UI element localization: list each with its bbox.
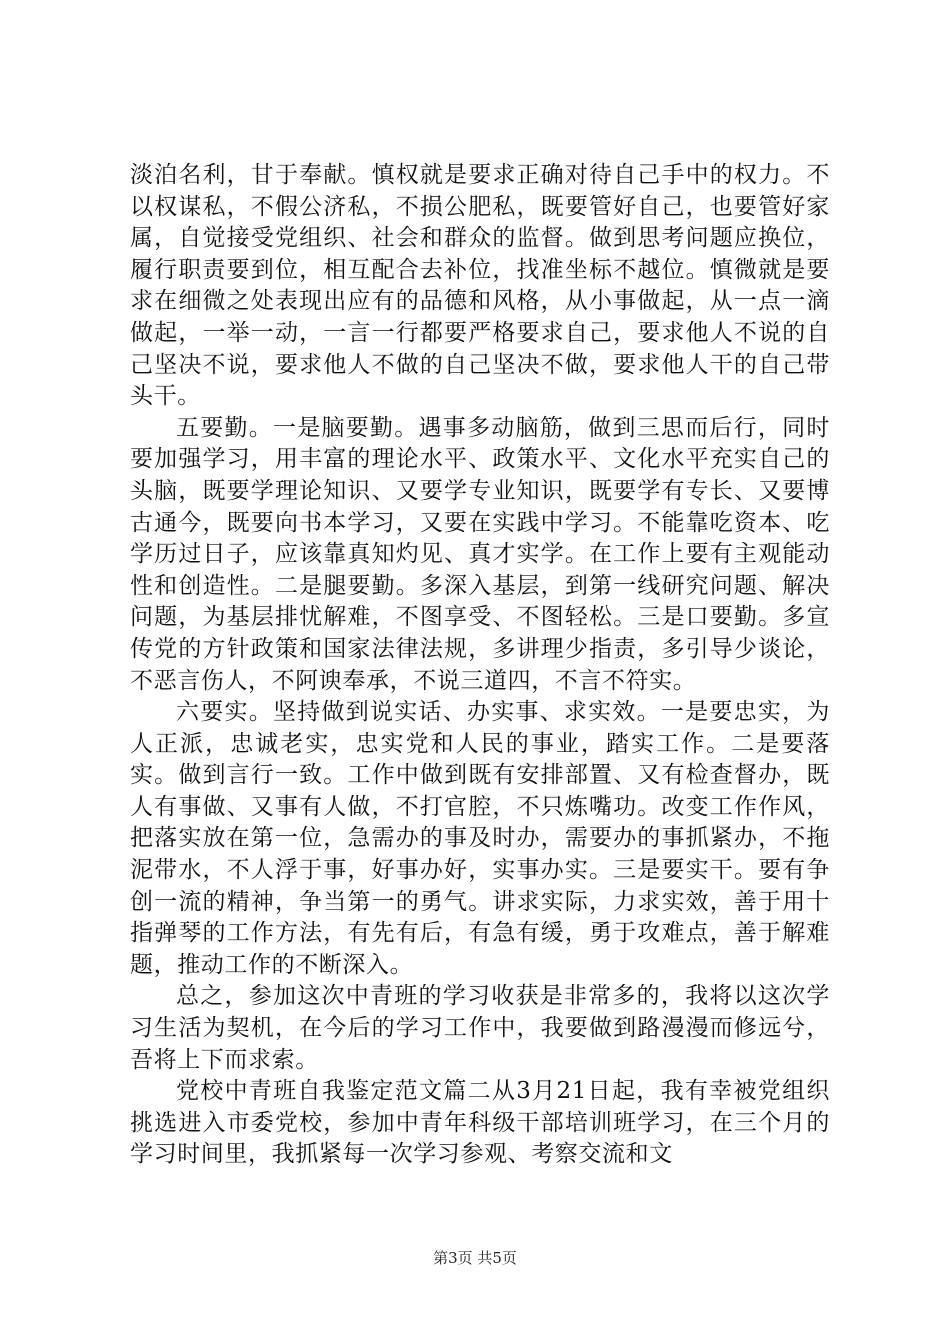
paragraph-wu-yao-qin: 五要勤。一是脑要勤。遇事多动脑筋，做到三思而后行，同时要加强学习，用丰富的理论水平、政策水平、文化水平充实自己的头脑，既要学理论知识、又要学专业知识，既要学有专长、又要博古通今，既要向书本学习，又要在实践中学习。不能靠吃资本、吃学历过日子，应该靠真知灼见、真才实学。在工作上要有主观能动性和创造性。二是腿要勤。多深入基层，到第一线研究问题、解决问题，为基层排忧解难，不图享受、不图轻松。三是口要勤。多宣传党的方针政策和国家法律法规，多讲理少指责，多引导少谈论，不恶言伤人，不阿谀奉承，不说三道四，不言不符实。 xyxy=(130,414,830,694)
page-footer: 第3页 共5页 xyxy=(433,1249,517,1267)
paragraph-pian-er: 党校中青班自我鉴定范文篇二从3月21日起，我有幸被党组织挑选进入市委党校，参加中青年科级干部培训班学习，在三个月的学习时间里，我抓紧每一次学习参观、考察交流和文 xyxy=(130,1078,830,1168)
paragraph-continuation: 淡泊名利，甘于奉献。慎权就是要求正确对待自己手中的权力。不以权谋私，不假公济私，不损公肥私，既要管好自己，也要管好家属，自觉接受党组织、社会和群众的监督。做到思考问题应换位，履行职责要到位，相互配合去补位，找准坐标不越位。慎微就是要求在细微之处表现出应有的品德和风格，从小事做起，从一点一滴做起，一举一动，一言一行都要严格要求自己，要求他人不说的自己坚决不说，要求他人不做的自己坚决不做，要求他人干的自己带头干。 xyxy=(130,162,830,410)
paragraph-zong-zhi: 总之，参加这次中青班的学习收获是非常多的，我将以这次学习生活为契机，在今后的学习工作中，我要做到路漫漫而修远兮，吾将上下而求索。 xyxy=(130,983,830,1073)
document-body xyxy=(130,160,830,1171)
paragraph-liu-yao-shi: 六要实。坚持做到说实话、办实事、求实效。一是要忠实，为人正派，忠诚老实，忠实党和人民的事业，踏实工作。二是要落实。做到言行一致。工作中做到既有安排部置、又有检查督办，既人有事做、又事有人做，不打官腔，不只炼嘴功。改变工作作风，把落实放在第一位，急需办的事及时办，需要办的事抓紧办，不拖泥带水，不人浮于事，好事办好，实事办实。三是要实干。要有争创一流的精神，争当第一的勇气。讲求实际，力求实效，善于用十指弹琴的工作方法，有先有后，有急有缓，勇于攻难点，善于解难题，推动工作的不断深入。 xyxy=(130,699,830,978)
